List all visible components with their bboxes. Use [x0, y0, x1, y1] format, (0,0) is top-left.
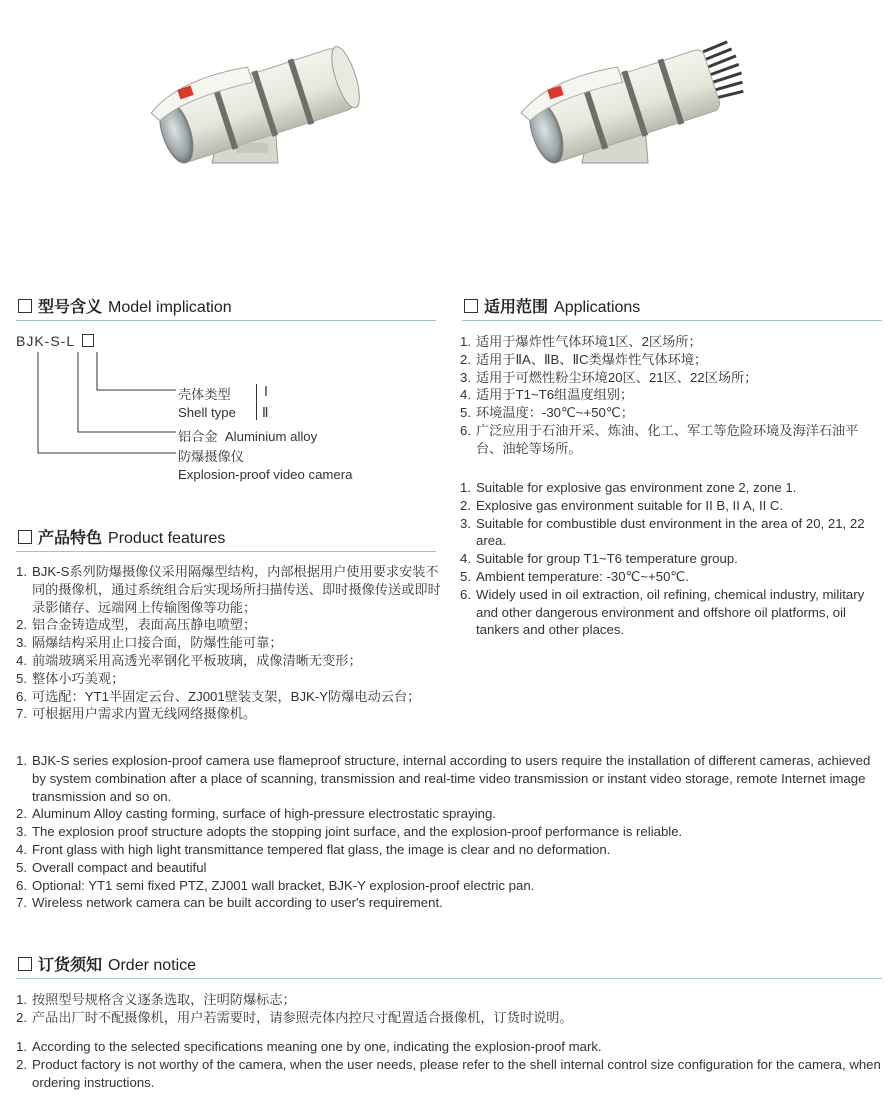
- applications-section-title: 适用范围 Applications: [464, 294, 640, 317]
- alloy-label: 铝合金 Aluminium alloy: [178, 429, 318, 444]
- list-item: 4. Suitable for group T1~T6 temperature group.: [460, 551, 738, 567]
- applications-en-list: [460, 479, 884, 639]
- list-item: 2. Aluminum Alloy casting forming, surface of high-pressure electrostatic spraying.: [16, 806, 496, 822]
- list-item: 3. The explosion proof structure adopts the stopping joint surface, and the explosion-proof performance is reliable.: [16, 824, 683, 840]
- list-item: 5. 整体小巧美观；: [16, 670, 125, 686]
- shell-type-zh: 壳体类型: [178, 387, 231, 402]
- list-item: 6. Widely used in oil extraction, oil refining, chemical industry, military and other dangerous environment and offshore oil platforms, oil tankers and other places.: [460, 586, 865, 638]
- model-section-title: 型号含义 Model implication: [18, 294, 232, 317]
- checkbox-icon: [18, 530, 32, 544]
- shell-type-2: Ⅱ: [262, 405, 269, 420]
- list-item: 1. Suitable for explosive gas environment zone 2, zone 1.: [460, 480, 797, 495]
- features-en-list: [16, 752, 882, 912]
- list-item: 7. Wireless network camera can be built according to user's requirement.: [16, 895, 443, 911]
- camera-image-1: [150, 25, 370, 175]
- features-section-title: 产品特色 Product features: [18, 525, 225, 548]
- list-item: 6. 广泛应用于石油开采、炼油、化工、军工等危险环境及海洋石油平台、油轮等场所。: [460, 422, 859, 456]
- order-section-rule: [16, 978, 882, 979]
- applications-section-rule: [462, 320, 882, 321]
- list-item: 6. 可选配：YT1半固定云台、ZJ001壁装支架，BJK-Y防爆电动云台；: [16, 688, 421, 704]
- list-item: 4. 适用于T1~T6组温度组别；: [460, 387, 634, 403]
- order-zh-list: [16, 991, 882, 1027]
- list-item: 3. 隔爆结构采用止口接合面，防爆性能可靠；: [16, 635, 283, 651]
- list-item: 1. 按照型号规格含义逐条选取，注明防爆标志；: [16, 992, 296, 1007]
- list-item: 5. Overall compact and beautiful: [16, 859, 207, 875]
- applications-zh-list: [460, 333, 884, 458]
- list-item: 6. Optional: YT1 semi fixed PTZ, ZJ001 wall bracket, BJK-Y explosion-proof electric pan.: [16, 877, 535, 893]
- list-item: 2. Explosive gas environment suitable for II B, II A, II C.: [460, 497, 784, 513]
- list-item: 2. 铝合金铸造成型，表面高压静电喷塑；: [16, 617, 257, 633]
- list-item: 5. Ambient temperature: -30℃~+50℃.: [460, 568, 689, 584]
- camera-icon: [150, 33, 366, 170]
- order-en-list: [16, 1038, 882, 1091]
- shell-type-en: Shell type: [178, 405, 236, 420]
- list-item: 5. 环境温度：-30℃~+50℃；: [460, 405, 634, 421]
- camera-en-label: Explosion-proof video camera: [178, 467, 353, 482]
- list-item: 2. 产品出厂时不配摄像机，用户若需要时，请参照壳体内控尺寸配置适合摄像机，订货时说明。: [16, 1009, 573, 1025]
- list-item: 2. 适用于ⅡA、ⅡB、ⅡC类爆炸性气体环境；: [460, 351, 708, 367]
- list-item: 1. 适用于爆炸性气体环境1区、2区场所；: [460, 334, 702, 349]
- features-section-rule: [16, 551, 436, 552]
- placeholder-box-icon: [82, 334, 94, 347]
- list-item: 2. Product factory is not worthy of the camera, when the user needs, please refer to the shell internal control size configuration for the camera, when ordering instructions.: [16, 1056, 881, 1090]
- checkbox-icon: [18, 957, 32, 971]
- shell-type-divider: [256, 384, 257, 420]
- list-item: 1. BJK-S系列防爆摄像仪采用隔爆型结构，内部根据用户使用要求安装不同的摄像机，通过系统组合后实现场所扫描传送、即时摄像传送或即时录影储存、远端网上传输图像等功能；: [16, 564, 441, 615]
- list-item: 1. BJK-S series explosion-proof camera use flameproof structure, internal according to users require the installation of different cameras, achieved by system combination after a place of scanning, transmission and real-time video transmission or instant video storage, remote Internet image transmission and so on.: [16, 753, 871, 804]
- order-section-title: 订货须知 Order notice: [18, 952, 196, 975]
- shell-type-1: Ⅰ: [264, 384, 268, 399]
- checkbox-icon: [464, 299, 478, 313]
- camera-zh-label: 防爆摄像仪: [178, 449, 244, 464]
- model-code: BJK-S-L: [16, 333, 94, 349]
- list-item: 3. Suitable for combustible dust environment in the area of 20, 21, 22 area.: [460, 515, 865, 549]
- list-item: 3. 适用于可燃性粉尘环境20区、21区、22区场所；: [460, 369, 758, 385]
- list-item: 4. 前端玻璃采用高透光率钢化平板玻璃，成像清晰无变形；: [16, 652, 362, 668]
- features-zh-list: [16, 563, 446, 723]
- list-item: 4. Front glass with high light transmittance tempered flat glass, the image is clear and no deformation.: [16, 841, 611, 857]
- camera-image-2: [520, 25, 750, 175]
- model-section-rule: [16, 320, 436, 321]
- checkbox-icon: [18, 299, 32, 313]
- camera-icon: [520, 28, 750, 170]
- model-tree-lines: [30, 352, 190, 462]
- list-item: 7. 可根据用户需求内置无线网络摄像机。: [16, 706, 257, 722]
- list-item: 1. According to the selected specifications meaning one by one, indicating the explosion-proof mark.: [16, 1039, 602, 1054]
